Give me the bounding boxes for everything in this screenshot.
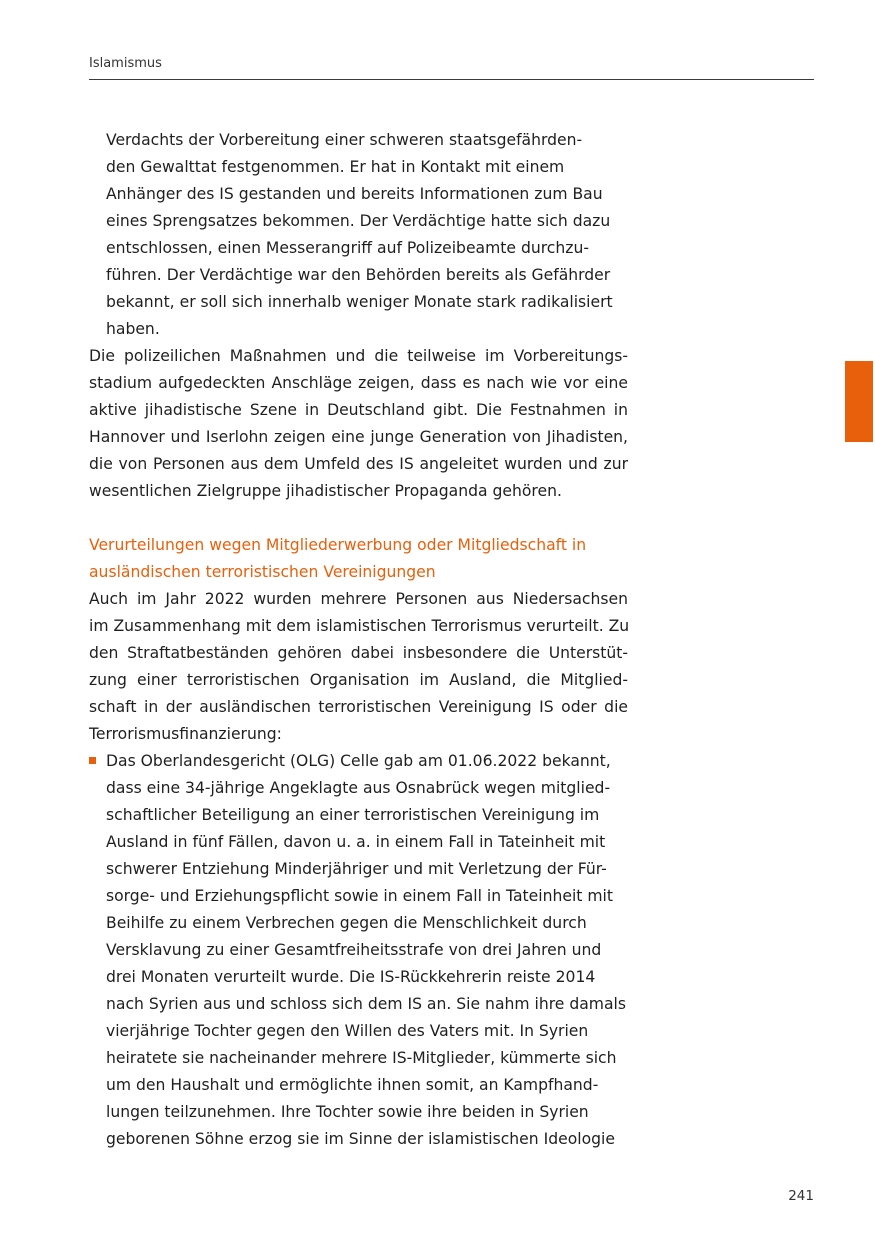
text-line: führen. Der Verdächtige war den Behörden bereits als Gefährder — [106, 266, 611, 284]
text-line: aktive jihadistische Szene in Deutschland gibt. Die Festnahmen in — [89, 401, 628, 419]
text-line: um den Haushalt und ermöglichte ihnen somit, an Kampfhand- — [106, 1076, 599, 1094]
text-line: stadium aufgedeckten Anschläge zeigen, dass es nach wie vor eine — [89, 374, 628, 392]
text-line — [89, 748, 628, 775]
running-header-title: Islamismus — [89, 56, 162, 71]
text-line: Die polizeilichen Maßnahmen und die teilweise im Vorbereitungs- — [89, 347, 628, 365]
text-line: Terrorismusfinanzierung: — [89, 725, 282, 743]
header-rule — [89, 79, 814, 80]
text-line: Versklavung zu einer Gesamtfreiheitsstrafe von drei Jahren und — [106, 941, 602, 959]
heading-line: Verurteilungen wegen Mitgliederwerbung oder Mitgliedschaft in — [89, 536, 587, 554]
chapter-tab-marker — [845, 361, 873, 442]
text-line: entschlossen, einen Messerangriff auf Polizeibeamte durchzu- — [106, 239, 589, 257]
text-line: schwerer Entziehung Minderjähriger und mit Verletzung der Für- — [106, 860, 607, 878]
text-line: Ausland in fünf Fällen, davon u. a. in einem Fall in Tateinheit mit — [106, 833, 606, 851]
text-line: die von Personen aus dem Umfeld des IS angeleitet wurden und zur — [89, 455, 628, 473]
text-line: wesentlichen Zielgruppe jihadistischer Propaganda gehören. — [89, 482, 562, 500]
text-line: heiratete sie nacheinander mehrere IS-Mitglieder, kümmerte sich — [106, 1049, 617, 1067]
text-line: vierjährige Tochter gegen den Willen des Vaters mit. In Syrien — [106, 1022, 589, 1040]
text-line: den Gewalttat festgenommen. Er hat in Kontakt mit einem — [106, 158, 565, 176]
paragraph-gap — [89, 505, 628, 532]
text-line: sorge- und Erziehungspflicht sowie in einem Fall in Tateinheit mit — [106, 887, 613, 905]
bullet-text: Das Oberlandesgericht (OLG) Celle gab am 01.06.2022 bekannt, — [106, 752, 611, 770]
square-bullet-icon — [89, 757, 96, 764]
page-number: 241 — [788, 1188, 814, 1204]
text-line: eines Sprengsatzes bekommen. Der Verdächtige hatte sich dazu — [106, 212, 611, 230]
text-line: bekannt, er soll sich innerhalb weniger Monate stark radikalisiert — [106, 293, 613, 311]
body-paragraph-1 — [89, 343, 628, 505]
text-line: schaftlicher Beteiligung an einer terroristischen Vereinigung im — [106, 806, 600, 824]
section-heading — [89, 532, 628, 586]
text-line: zung einer terroristischen Organisation im Ausland, die Mitglied- — [89, 671, 628, 689]
indented-paragraph — [89, 127, 628, 343]
text-line: schaft in der ausländischen terroristischen Vereinigung IS oder die — [89, 698, 628, 716]
bullet-list-item — [89, 748, 628, 1153]
text-line: haben. — [106, 320, 160, 338]
text-line: drei Monaten verurteilt wurde. Die IS-Rückkehrerin reiste 2014 — [106, 968, 596, 986]
text-line: Beihilfe zu einem Verbrechen gegen die Menschlichkeit durch — [106, 914, 587, 932]
text-line: den Straftatbeständen gehören dabei insbesondere die Unterstüt- — [89, 644, 628, 662]
text-line: dass eine 34-jährige Angeklagte aus Osnabrück wegen mitglied- — [106, 779, 611, 797]
text-line: Hannover und Iserlohn zeigen eine junge Generation von Jihadisten, — [89, 428, 628, 446]
body-paragraph-2 — [89, 586, 628, 748]
text-line: lungen teilzunehmen. Ihre Tochter sowie ihre beiden in Syrien — [106, 1103, 589, 1121]
text-line: nach Syrien aus und schloss sich dem IS an. Sie nahm ihre damals — [106, 995, 627, 1013]
text-line: Anhänger des IS gestanden und bereits Informationen zum Bau — [106, 185, 603, 203]
text-line: im Zusammenhang mit dem islamistischen Terrorismus verurteilt. Zu — [89, 617, 630, 635]
text-line: geborenen Söhne erzog sie im Sinne der islamistischen Ideologie — [106, 1130, 615, 1148]
heading-line: ausländischen terroristischen Vereinigungen — [89, 563, 436, 581]
text-line: Auch im Jahr 2022 wurden mehrere Personen aus Niedersachsen — [89, 590, 628, 608]
text-line: Verdachts der Vorbereitung einer schweren staatsgefährden- — [106, 131, 583, 149]
page-body — [89, 127, 628, 1153]
